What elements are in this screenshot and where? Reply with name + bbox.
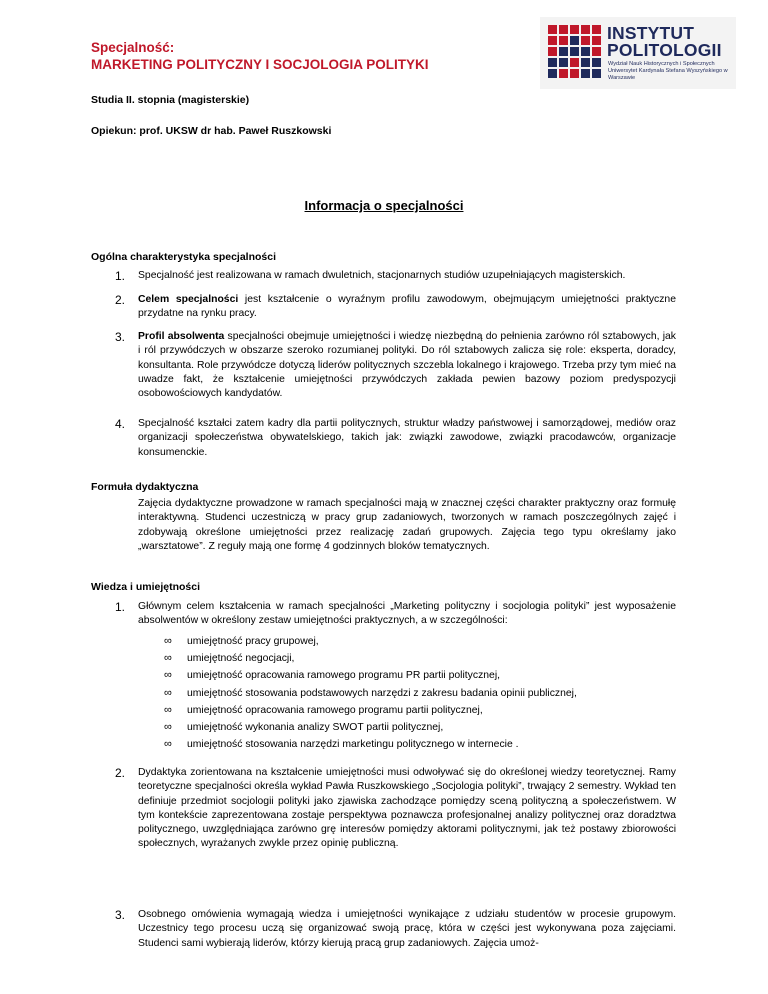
list-item-text: jest kształcenie o wyraźnym profilu zawodowym, obejmującym umiejętności praktyczne przydatne na rynku pracy. [138,294,676,320]
list-item [115,417,676,460]
list-number: 3. [115,330,126,344]
list-item [115,330,676,401]
infinity-bullet-icon: ∞ [164,635,172,647]
list-item: ∞ umiejętność opracowania ramowego programu partii politycznej, [164,702,577,719]
page-title: Informacja o specjalności [304,198,464,213]
list-item: ∞ umiejętność wykonania analizy SWOT partii politycznej, [164,719,577,736]
list-item-text: Osobnego omówienia wymagają wiedza i umiejętności wynikające z udziału studentów w procesie grupowym. Uczestnicy tego procesu uczą się organizować swoją pracę, która w części jest wykonywana poza zajęciami. Studenci sami wybierają liderów, którzy kierują pracą grup zadaniowych. Zajęcia umoż- [138,909,676,949]
section-heading-knowledge: Wiedza i umiejętności [91,581,201,593]
list-item: ∞ umiejętność stosowania narzędzi marketingu politycznego w internecie . [164,736,577,753]
degree-level: Studia II. stopnia (magisterskie) [91,94,250,106]
list-number: 1. [115,600,126,614]
infinity-bullet-icon: ∞ [164,738,172,751]
infinity-bullet-icon: ∞ [164,652,172,665]
section-heading-general: Ogólna charakterystyka specjalności [91,251,277,263]
list-item-text: Dydaktyka zorientowana na kształcenie umiejętności musi odwoływać się do określonej wiedzy teoretycznej. Ramy teoretyczne specjalności określa wykład Pawła Ruszkowskiego „Socjologia polityki”, trwający 2 semestry. Wykład ten definiuje przedmiot socjologii polityki jako zjawiska zachodzące pomiędzy sceną polityczną a społeczeństwem. W tym kontekście zaprezentowana zostaje perspektywa poznawcza profesjonalnej analizy politycznej oraz doradztwa politycznego, uwzględniająca zarówno grę interesów pomiędzy aktorami politycznymi, jak też postawy zbiorowości społecznych, wyrażanych zwykle przez opinię publiczną. [138,767,676,850]
specialization-title [91,39,429,73]
list-item: ∞ umiejętność negocjacji, [164,650,577,667]
infinity-bullet-icon: ∞ [164,721,172,734]
list-item-text: Głównym celem kształcenia w ramach specjalności „Marketing polityczny i socjologia polityki” jest wyposażenie absolwentów w określony zestaw umiejętności praktycznych, a w szczególności: [138,601,676,627]
list-item [115,293,676,322]
logo-line1: INSTYTUT [607,23,695,43]
logo-subtitle: Wydział Nauk Historycznych i Społecznych Uniwersytet Kardynała Stefana Wyszyńskiego w Warszawie [608,61,728,81]
list-item [115,269,676,283]
logo-line2: POLITOLOGII [607,40,722,60]
logo-wordmark [607,25,722,59]
list-number: 2. [115,766,126,780]
list-item [115,600,676,629]
logo-mark-icon [540,17,606,89]
list-item: ∞ umiejętność stosowania podstawowych narzędzi z zakresu badania opinii publicznej, [164,685,577,702]
list-item [115,766,676,852]
infinity-bullet-icon: ∞ [164,669,172,682]
list-item [115,908,676,951]
list-item-bold: Profil absolwenta [138,331,225,342]
section-heading-didactic: Formuła dydaktyczna [91,481,199,493]
list-item: ∞ umiejętność opracowania ramowego programu PR partii politycznej, [164,667,577,684]
list-number: 1. [115,269,126,283]
list-number: 3. [115,908,126,922]
specialization-name: MARKETING POLITYCZNY I SOCJOLOGIA POLITYKI [91,57,429,72]
specialization-label: Specjalność: [91,40,175,55]
institute-logo [540,17,736,89]
infinity-bullet-icon: ∞ [164,686,172,699]
list-item: ∞ umiejętność pracy grupowej, [164,633,577,650]
list-number: 2. [115,293,126,307]
list-item-bold: Celem specjalności [138,294,239,305]
skills-list [164,633,577,753]
didactic-paragraph: Zajęcia dydaktyczne prowadzone w ramach specjalności mają w znacznej części charakter praktyczny oraz formułę interaktywną. Studenci uczestniczą w pracy grup zadaniowych, tworzonych w ramach poszczególnych zajęć i zdobywają określone umiejętności przez realizację zadań grupowych. Zajęcia tego typu określamy jako „warsztatowe”. Z reguły mają one formę 4 godzinnych bloków tematycznych. [138,498,676,552]
tutor-line: Opiekun: prof. UKSW dr hab. Paweł Ruszkowski [91,125,332,137]
list-item-text: specjalności obejmuje umiejętności i wiedzę niezbędną do pełnienia zarówno ról sztabowych, jak i ról przywódczych w obszarze szeroko rozumianej polityki. Do ról sztabowych zalicza się role: eksperta, doradcy, konsultanta. Role przywódcze dotyczą liderów politycznych szczebla lokalnego i krajowego. Trzeba przy tym mieć na uwadze fakt, że kształcenie umiejętności przywódczych zakłada pewien bazowy poziom predyspozycji osobowościowych kandydatów. [138,331,677,400]
list-item-text: Specjalność jest realizowana w ramach dwuletnich, stacjonarnych studiów uzupełniających magisterskich. [138,270,626,281]
list-item-text: Specjalność kształci zatem kadry dla partii politycznych, struktur władzy państwowej i samorządowej, mediów oraz organizacji społeczeństwa obywatelskiego, takich jak: związki zawodowe, związki pracodawców, organizacje konsumenckie. [138,418,676,458]
infinity-bullet-icon: ∞ [164,703,172,716]
list-number: 4. [115,417,126,431]
